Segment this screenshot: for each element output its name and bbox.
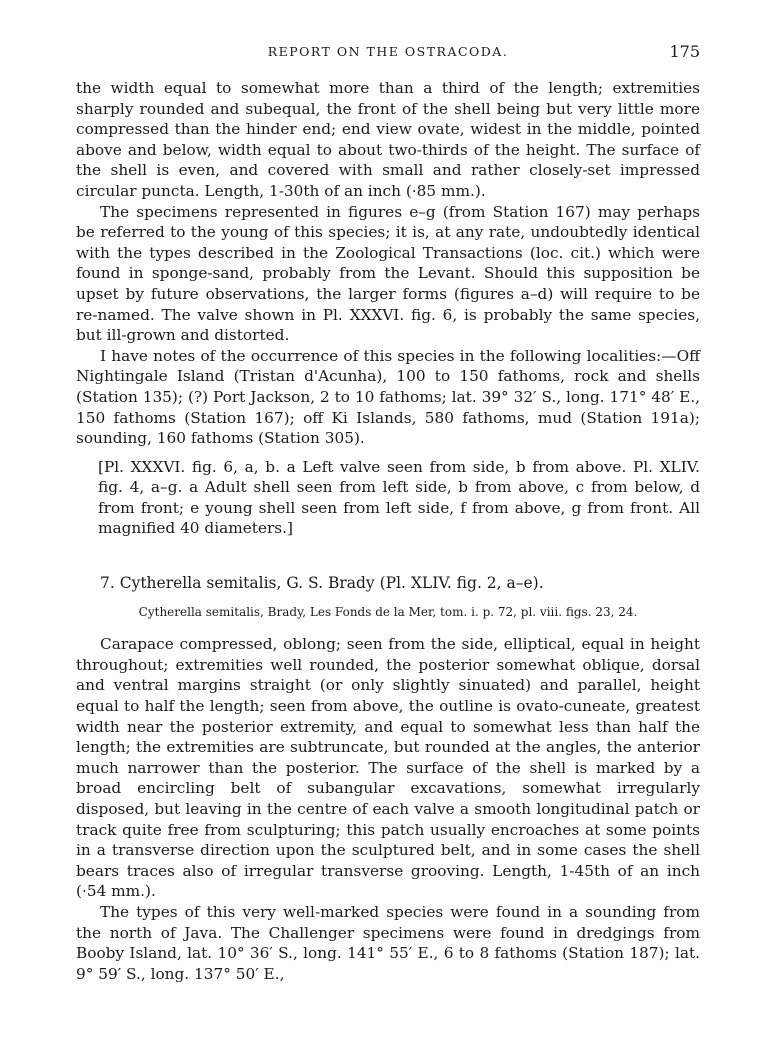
page xyxy=(76,0,700,1050)
species-description: Carapace compressed, oblong; seen from the side, elliptical, equal in height throughout; extremities well rounded, the posterior somewhat oblique, dorsal and ventral margins straight (or only slightly sinuated) and parallel, height equal to half the length; seen from above, the outline is ovato-cuneate, greatest width near the posterior extremity, and equal to somewhat less than half the length; the extremities are subtruncate, but rounded at the angles, the anterior much narrower than the posterior. The surface of the shell is marked by a broad encircling belt of subangular excavations, somewhat irregularly disposed, but leaving in the centre of each valve a smooth longitudinal patch or track quite free from sculpturing; this patch usually encroaches at some points in a transverse direction upon the sculptured belt, and in some cases the shell bears traces also of irregular transverse grooving. Length, 1-45th of an inch (·54 mm.). xyxy=(76,635,700,901)
plate-reference-note: [Pl. XXXVI. fig. 6, a, b. a Left valve seen from side, b from above. Pl. XLIV. fig. 4, a–g. a Adult shell seen from left side, b from above, c from below, d from front; e young shell seen from left side, f from above, g from front. All magnified 40 diameters.] xyxy=(98,457,700,538)
body-text xyxy=(76,78,700,984)
page-number: 175 xyxy=(669,42,700,61)
species-synonym: Cytherella semitalis, Brady, Les Fonds de la Mer, tom. i. p. 72, pl. viii. figs. 23, 24. xyxy=(138,604,638,619)
running-title: REPORT ON THE OSTRACODA. xyxy=(267,44,509,59)
paragraph-continued-description: the width equal to somewhat more than a third of the length; extremities sharply rounded and subequal, the front of the shell being but very little more compressed than the hinder end; end view ovate, widest in the middle, pointed above and below, width equal to about two-thirds of the height. The surface of the shell is even, and covered with small and rather closely-set impressed circular puncta. Length, 1-30th of an inch (·85 mm.). xyxy=(76,79,700,200)
paragraph-localities: I have notes of the occurrence of this species in the following localities:—Off Nightingale Island (Tristan d'Acunha), 100 to 150 fathoms, rock and shells (Station 135); (?) Port Jackson, 2 to 10 fathoms; lat. 39° 32′ S., long. 171° 48′ E., 150 fathoms (Station 167); off Ki Islands, 580 fathoms, mud (Station 191a); sounding, 160 fathoms (Station 305). xyxy=(76,346,700,448)
species-localities: The types of this very well-marked species were found in a sounding from the north of Java. The Challenger specimens were found in dredgings from Booby Island, lat. 10° 36′ S., long. 141° 55′ E., 6 to 8 fathoms (Station 187); lat. 9° 59′ S., long. 137° 50′ E., xyxy=(76,902,700,983)
species-heading: 7. Cytherella semitalis, G. S. Brady (Pl. XLIV. fig. 2, a–e). xyxy=(100,574,544,593)
paragraph-specimens: The specimens represented in figures e–g (from Station 167) may perhaps be referred to the young of this species; it is, at any rate, undoubtedly identical with the types described in the Zoological Transactions (loc. cit.) which were found in sponge-sand, probably from the Levant. Should this supposition be upset by future observations, the larger forms (figures a–d) will require to be re-named. The valve shown in Pl. XXXVI. fig. 6, is probably the same species, but ill-grown and distorted. xyxy=(76,202,700,345)
